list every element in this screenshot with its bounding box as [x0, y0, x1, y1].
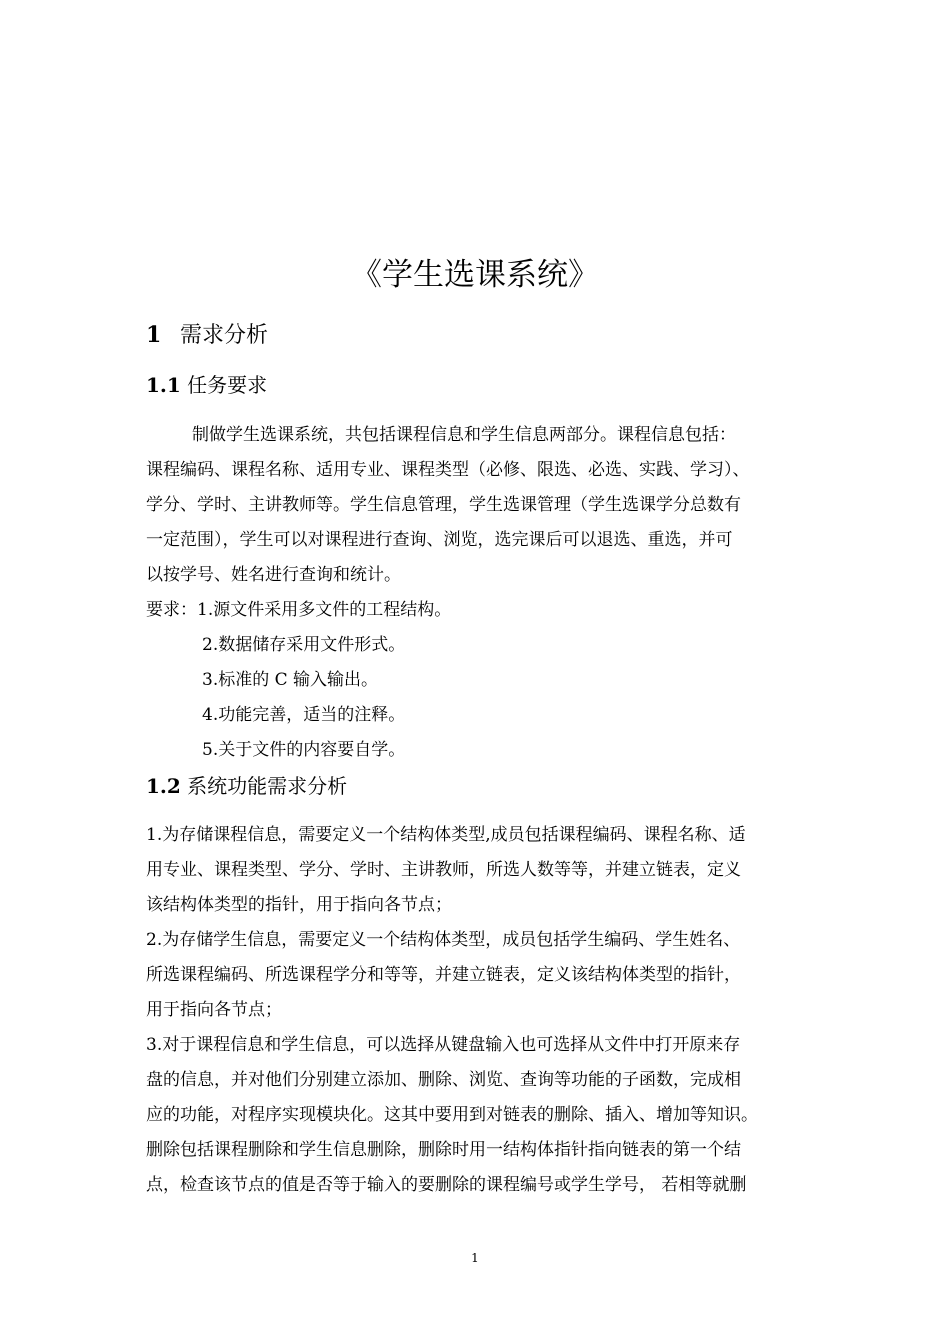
- section-heading-1-2: [146, 770, 347, 802]
- text-line: 1.为存储课程信息，需要定义一个结构体类型,成员包括课程编码、课程名称、适: [146, 825, 746, 845]
- function-analysis-paragraph: [146, 818, 826, 1203]
- text-line: 用专业、课程类型、学分、学时、主讲教师，所选人数等等，并建立链表，定义: [146, 860, 741, 880]
- text-line: 制做学生选课系统，共包括课程信息和学生信息两部分。课程信息包括：: [192, 425, 736, 445]
- text-line: 3.对于课程信息和学生信息，可以选择从键盘输入也可选择从文件中打开原来存: [146, 1035, 741, 1055]
- requirements-list: [146, 593, 826, 768]
- intro-paragraph: [146, 418, 826, 593]
- text-line: 以按学号、姓名进行查询和统计。: [146, 565, 401, 585]
- text-line: 应的功能，对程序实现模块化。这其中要用到对链表的删除、插入、增加等知识。: [146, 1105, 758, 1125]
- section-heading-1-1: [146, 369, 267, 401]
- section-number: 1.2: [146, 774, 181, 798]
- text-line: 删除包括课程删除和学生信息删除，删除时用一结构体指针指向链表的第一个结: [146, 1140, 741, 1160]
- section-number: 1: [146, 322, 162, 348]
- text-line: 一定范围），学生可以对课程进行查询、浏览，选完课后可以退选、重选，并可: [146, 530, 733, 550]
- text-line: 2.为存储学生信息，需要定义一个结构体类型，成员包括学生编码、学生姓名、: [146, 930, 741, 950]
- text-line: 课程编码、课程名称、适用专业、课程类型（必修、限选、必选、实践、学习）、: [146, 460, 750, 480]
- text-line: 盘的信息，并对他们分别建立添加、删除、浏览、查询等功能的子函数，完成相: [146, 1070, 741, 1090]
- list-item: 3.标准的 C 输入输出。: [202, 670, 379, 690]
- text-line: 所选课程编码、所选课程学分和等等，并建立链表，定义该结构体类型的指针，: [146, 965, 741, 985]
- section-title: 需求分析: [180, 323, 269, 348]
- text-line: 用于指向各节点；: [146, 1000, 282, 1020]
- list-item-text: 1.源文件采用多文件的工程结构。: [197, 600, 452, 620]
- requirements-label: 要求：: [146, 600, 197, 620]
- text-line: 学分、学时、主讲教师等。学生信息管理，学生选课管理（学生选课学分总数有: [146, 495, 741, 515]
- text-line: 该结构体类型的指针，用于指向各节点；: [146, 895, 452, 915]
- list-item: [146, 593, 826, 628]
- section-title: 系统功能需求分析: [187, 774, 348, 798]
- list-item: 5.关于文件的内容要自学。: [202, 740, 406, 760]
- text-line: 点，检查该节点的值是否等于输入的要删除的课程编号或学生学号， 若相等就删: [146, 1175, 747, 1195]
- section-number: 1.1: [146, 373, 181, 397]
- document-title: 《学生选课系统》: [351, 257, 599, 293]
- page-number: 1: [471, 1251, 479, 1265]
- section-heading-1: [146, 318, 268, 353]
- section-title: 任务要求: [187, 373, 268, 397]
- list-item: 4.功能完善，适当的注释。: [202, 705, 406, 725]
- list-item: 2.数据储存采用文件形式。: [202, 635, 406, 655]
